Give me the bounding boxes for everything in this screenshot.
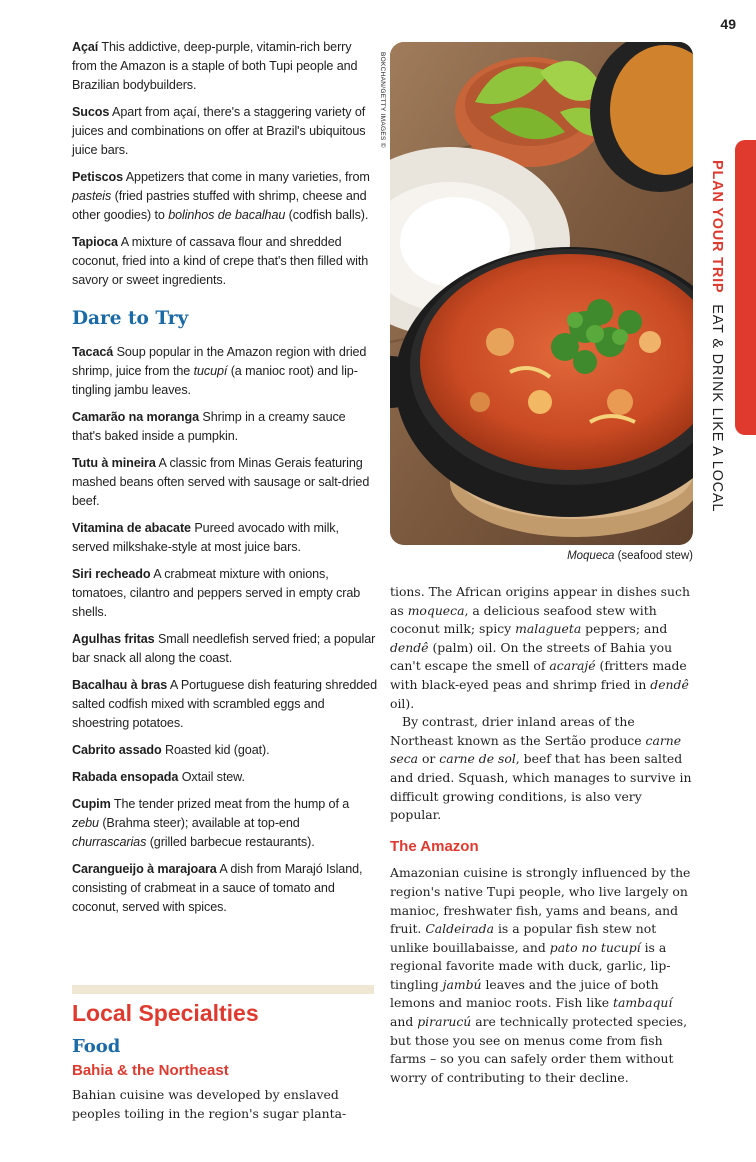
glossary-entry: Bacalhau à bras A Portuguese dish featuring shredded salted codfish mixed with scrambled eggs and shoestring potatoes. (72, 678, 377, 730)
glossary-entry: Tacacá Soup popular in the Amazon region with dried shrimp, juice from the tucupí (a manioc root) and lip-tingling jambu leaves. (72, 345, 367, 397)
paragraph: Amazonian cuisine is strongly influenced by the region's native Tupi people, who live largely on manioc, freshwater fish, yams and beans, and fruit. Caldeirada is a popular fish stew not unlike bouillabaisse, and pato no tucupí is a regional favorite made with duck, garlic, lip-tingling jambú leaves and the juice of both lemons and manioc roots. Fish like tambaquí and pirarucú are technically protected species, but those you see on menus come from fish farms – so you can safely order them without worry of contributing to their decline. (390, 865, 691, 1085)
glossary-entry: Cupim The tender prized meat from the hump of a zebu (Brahma steer); available at top-end churrascarias (grilled barbecue restaurants). (72, 797, 350, 849)
section-divider (72, 985, 374, 994)
bahia-heading: Bahia & the Northeast (72, 1062, 229, 1079)
dare-to-try-heading: Dare to Try (72, 308, 189, 329)
photo-caption: Moqueca (seafood stew) (567, 550, 693, 562)
moqueca-photo (390, 42, 693, 545)
bahia-intro-text: Bahian cuisine was developed by enslaved peoples toiling in the region's sugar planta- (72, 1087, 347, 1121)
glossary-entry: Rabada ensopada Oxtail stew. (72, 770, 245, 784)
glossary-column (72, 38, 377, 925)
section-label: PLAN YOUR TRIP (709, 160, 725, 294)
glossary-entry: Petiscos Appetizers that come in many varieties, from pasteis (fried pastries stuffed with shrimp, cheese and other goodies) to bolinhos de bacalhau (codfish balls). (72, 170, 370, 222)
chapter-side-label (705, 160, 729, 520)
chapter-label: EAT & DRINK LIKE A LOCAL (709, 304, 725, 513)
glossary-entry: Siri recheado A crabmeat mixture with onions, tomatoes, cilantro and peppers served in empty crab shells. (72, 567, 361, 619)
glossary-entry: Vitamina de abacate Pureed avocado with milk, served milkshake-style at most juice bars. (72, 521, 339, 554)
glossary-entry: Açaí This addictive, deep-purple, vitamin-rich berry from the Amazon is a staple of both Tupi people and Brazilian bodybuilders. (72, 40, 358, 92)
paragraph: By contrast, drier inland areas of the Northeast known as the Sertão produce carne seca or carne de sol, beef that has been salted and dried. Squash, which manages to survive in difficult growing conditions, is also very popular. (390, 714, 692, 823)
glossary-entry: Camarão na moranga Shrimp in a creamy sauce that's baked inside a pumpkin. (72, 410, 346, 443)
glossary-entry: Carangueijo à marajoara A dish from Marajó Island, consisting of crabmeat in a sauce of tomato and coconut, served with spices. (72, 862, 363, 914)
chapter-tab (735, 140, 756, 435)
glossary-entry: Tapioca A mixture of cassava flour and shredded coconut, fried into a kind of crepe that's then filled with savory or sweet ingredients. (72, 235, 369, 287)
glossary-entry: Sucos Apart from açaí, there's a staggering variety of juices and combinations on offer at Brazil's ubiquitous juice bars. (72, 105, 366, 157)
paragraph: tions. The African origins appear in dishes such as moqueca, a delicious seafood stew with coconut milk; spicy malagueta peppers; and dendê (palm) oil. On the streets of Bahia you can't escape the smell of acarajé (fritters made with black-eyed peas and shrimp fried in dendê oil). (390, 584, 690, 711)
glossary-entry: Agulhas fritas Small needlefish served fried; a popular bar snack all along the coast. (72, 632, 376, 665)
amazon-heading: The Amazon (390, 837, 479, 855)
page-number: 49 (720, 16, 736, 32)
food-illustration (390, 42, 693, 545)
photo-credit: BOKCHAN/GETTY IMAGES © (379, 52, 386, 148)
local-specialties-heading: Local Specialties (72, 1000, 259, 1026)
food-heading: Food (72, 1036, 121, 1057)
body-text-right (390, 583, 695, 1087)
glossary-entry: Tutu à mineira A classic from Minas Gerais featuring mashed beans often served with sausage or salt-dried beef. (72, 456, 370, 508)
glossary-entry: Cabrito assado Roasted kid (goat). (72, 743, 270, 757)
